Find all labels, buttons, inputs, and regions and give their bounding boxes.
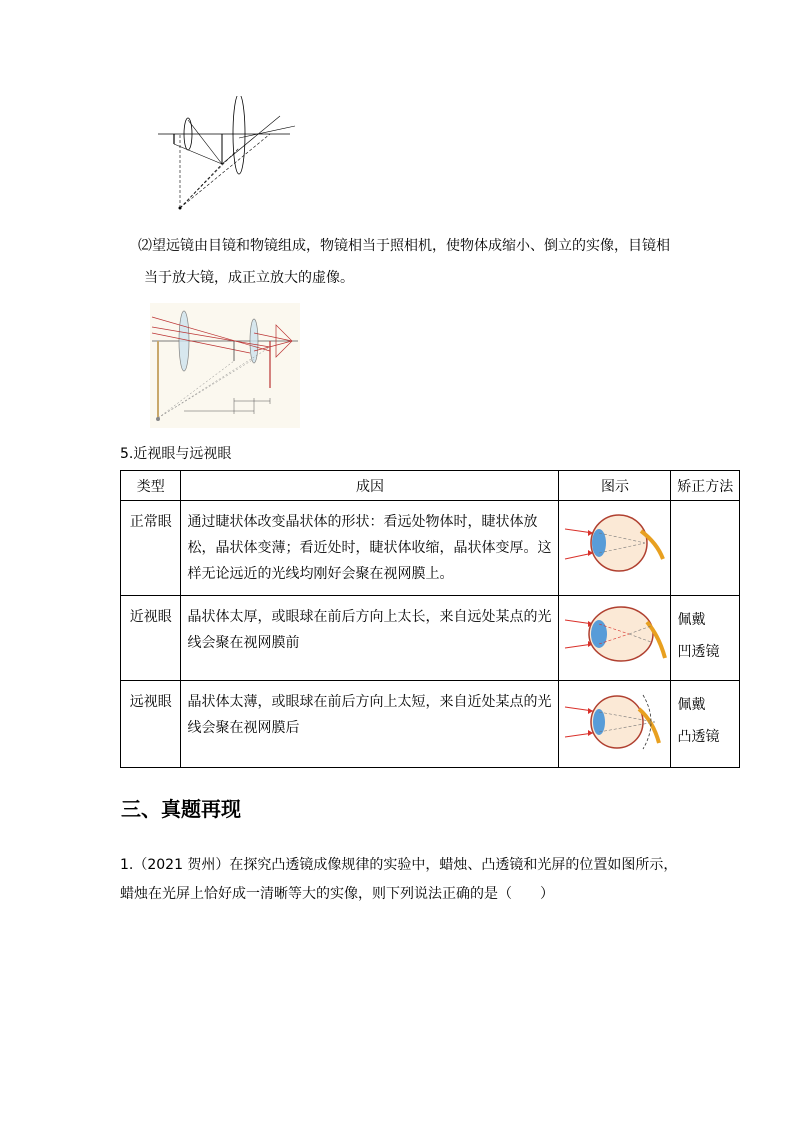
header-cause: 成因 xyxy=(181,471,559,501)
table-row xyxy=(121,681,740,768)
header-type: 类型 xyxy=(121,471,181,501)
row-fix-line2: 凸透镜 xyxy=(677,729,720,745)
row-fix-line2: 凹透镜 xyxy=(677,644,720,660)
microscope-ray-diagram xyxy=(150,96,300,216)
telescope-text-line1: ⑵望远镜由目镜和物镜组成，物镜相当于照相机，使物体成缩小、倒立的实像，目镜相 xyxy=(138,238,670,254)
row-cause: 晶状体太薄，或眼球在前后方向上太短，来自近处某点的光线会聚在视网膜后 xyxy=(181,681,559,768)
table-header-row xyxy=(121,471,740,501)
hyperopia-eye-diagram xyxy=(559,681,671,768)
row-cause: 通过睫状体改变晶状体的形状：看远处物体时，睫状体放松，晶状体变薄；看近处时，睫状体收缩，晶状体变厚。这样无论远近的光线均刚好会聚在视网膜上。 xyxy=(181,501,559,596)
eye-comparison-table xyxy=(120,470,740,768)
header-diagram: 图示 xyxy=(559,471,671,501)
question1-line2: 蜡烛在光屏上恰好成一清晰等大的实像，则下列说法正确的是（ ） xyxy=(120,886,554,902)
myopia-eye-diagram xyxy=(559,596,671,681)
section5-heading: 5.近视眼与远视眼 xyxy=(120,446,232,462)
row-cause: 晶状体太厚，或眼球在前后方向上太长，来自远处某点的光线会聚在视网膜前 xyxy=(181,596,559,681)
row-fix-line1: 佩戴 xyxy=(677,612,706,628)
telescope-ray-diagram xyxy=(150,303,300,428)
table-row xyxy=(121,596,740,681)
table-row xyxy=(121,501,740,596)
question1-line1: 1.（2021 贺州）在探究凸透镜成像规律的实验中，蜡烛、凸透镜和光屏的位置如图所示， xyxy=(120,857,678,873)
normal-eye-diagram xyxy=(559,501,671,596)
row-type: 近视眼 xyxy=(121,596,181,681)
telescope-text-line2: 当于放大镜，成正立放大的虚像。 xyxy=(144,270,354,286)
header-correction: 矫正方法 xyxy=(671,471,740,501)
section-title: 三、真题再现 xyxy=(121,797,241,821)
row-type: 远视眼 xyxy=(121,681,181,768)
row-type: 正常眼 xyxy=(121,501,181,596)
row-fix-line1: 佩戴 xyxy=(677,697,706,713)
